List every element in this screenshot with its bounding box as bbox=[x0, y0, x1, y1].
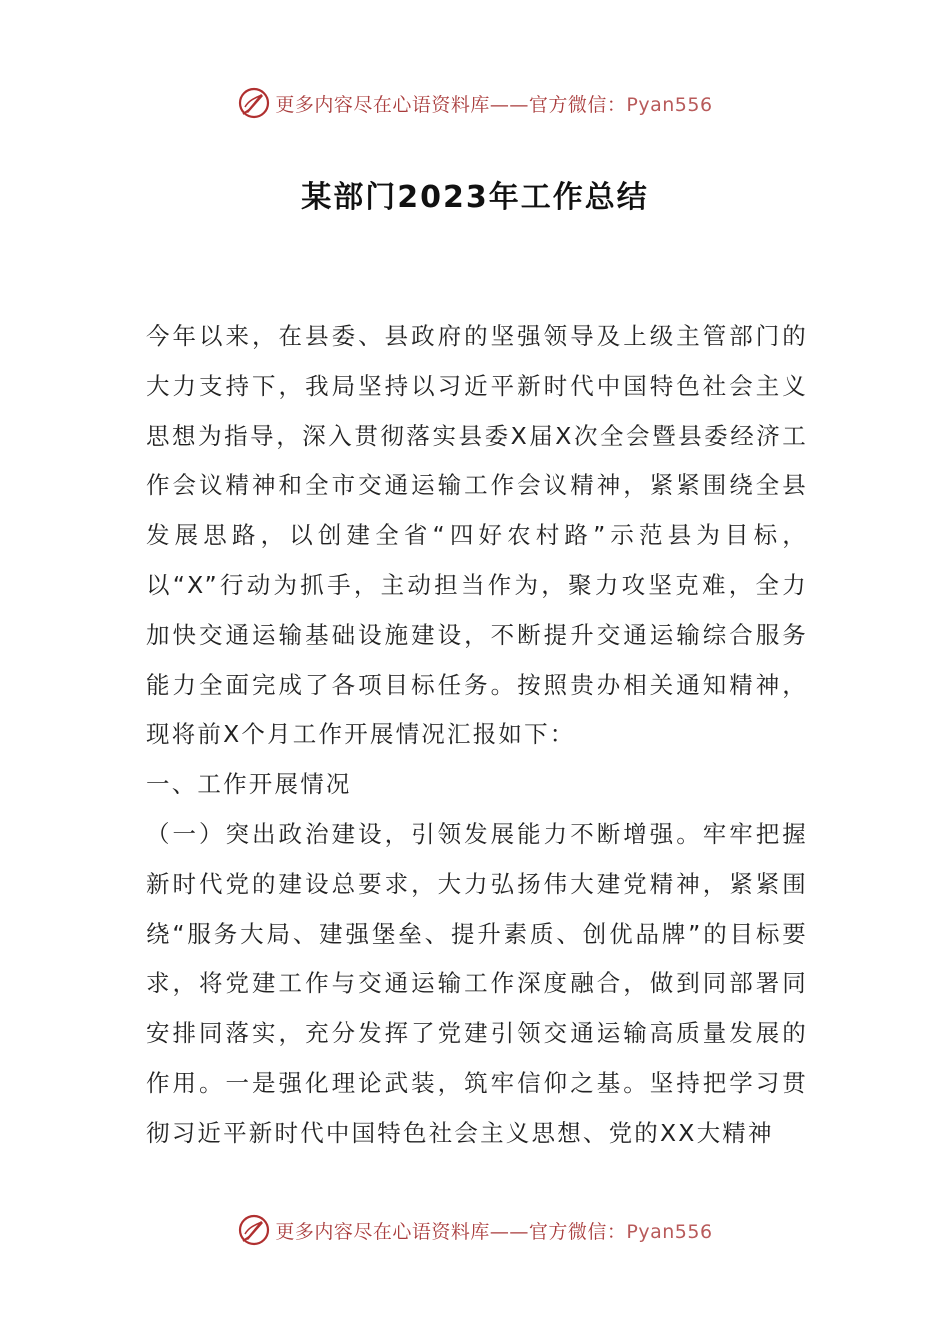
watermark-prefix: 更多内容尽在心语资料库——官方微信： bbox=[275, 93, 627, 116]
document-title: 某部门2023年工作总结 bbox=[301, 180, 649, 215]
section-heading: 一、工作开展情况 bbox=[146, 770, 352, 799]
wechat-id: Pyan556 bbox=[626, 93, 713, 116]
quill-logo-icon bbox=[237, 1213, 271, 1247]
watermark-prefix: 更多内容尽在心语资料库——官方微信： bbox=[275, 1220, 627, 1243]
wechat-id: Pyan556 bbox=[626, 1220, 713, 1243]
quill-logo-icon bbox=[237, 86, 271, 120]
paragraph-intro: 今年以来，在县委、县政府的坚强领导及上级主管部门的大力支持下，我局坚持以习近平新时代中国特色社会主义思想为指导，深入贯彻落实县委X届X次全会暨县委经济工作会议精神和全市交通运输工作会议精神，紧紧围绕全县发展思路，以创建全省“四好农村路”示范县为目标，以“X”行动为抓手，主动担当作为，聚力攻坚克难，全力加快交通运输基础设施建设，不断提升交通运输综合服务能力全面完成了各项目标任务。按照贵办相关通知精神，现将前X个月工作开展情况汇报如下： bbox=[146, 322, 808, 749]
watermark-text bbox=[275, 90, 712, 117]
watermark-banner-bottom bbox=[0, 1210, 950, 1250]
watermark-text bbox=[275, 1217, 712, 1244]
watermark-banner-top bbox=[0, 83, 950, 123]
paragraph-political-building: （一）突出政治建设，引领发展能力不断增强。牢牢把握新时代党的建设总要求，大力弘扬伟大建党精神，紧紧围绕“服务大局、建强堡垒、提升素质、创优品牌”的目标要求，将党建工作与交通运输工作深度融合，做到同部署同安排同落实，充分发挥了党建引领交通运输高质量发展的作用。一是强化理论武装，筑牢信仰之基。坚持把学习贯彻习近平新时代中国特色社会主义思想、党的XX大精神 bbox=[146, 819, 808, 1147]
document-body bbox=[146, 312, 808, 1159]
